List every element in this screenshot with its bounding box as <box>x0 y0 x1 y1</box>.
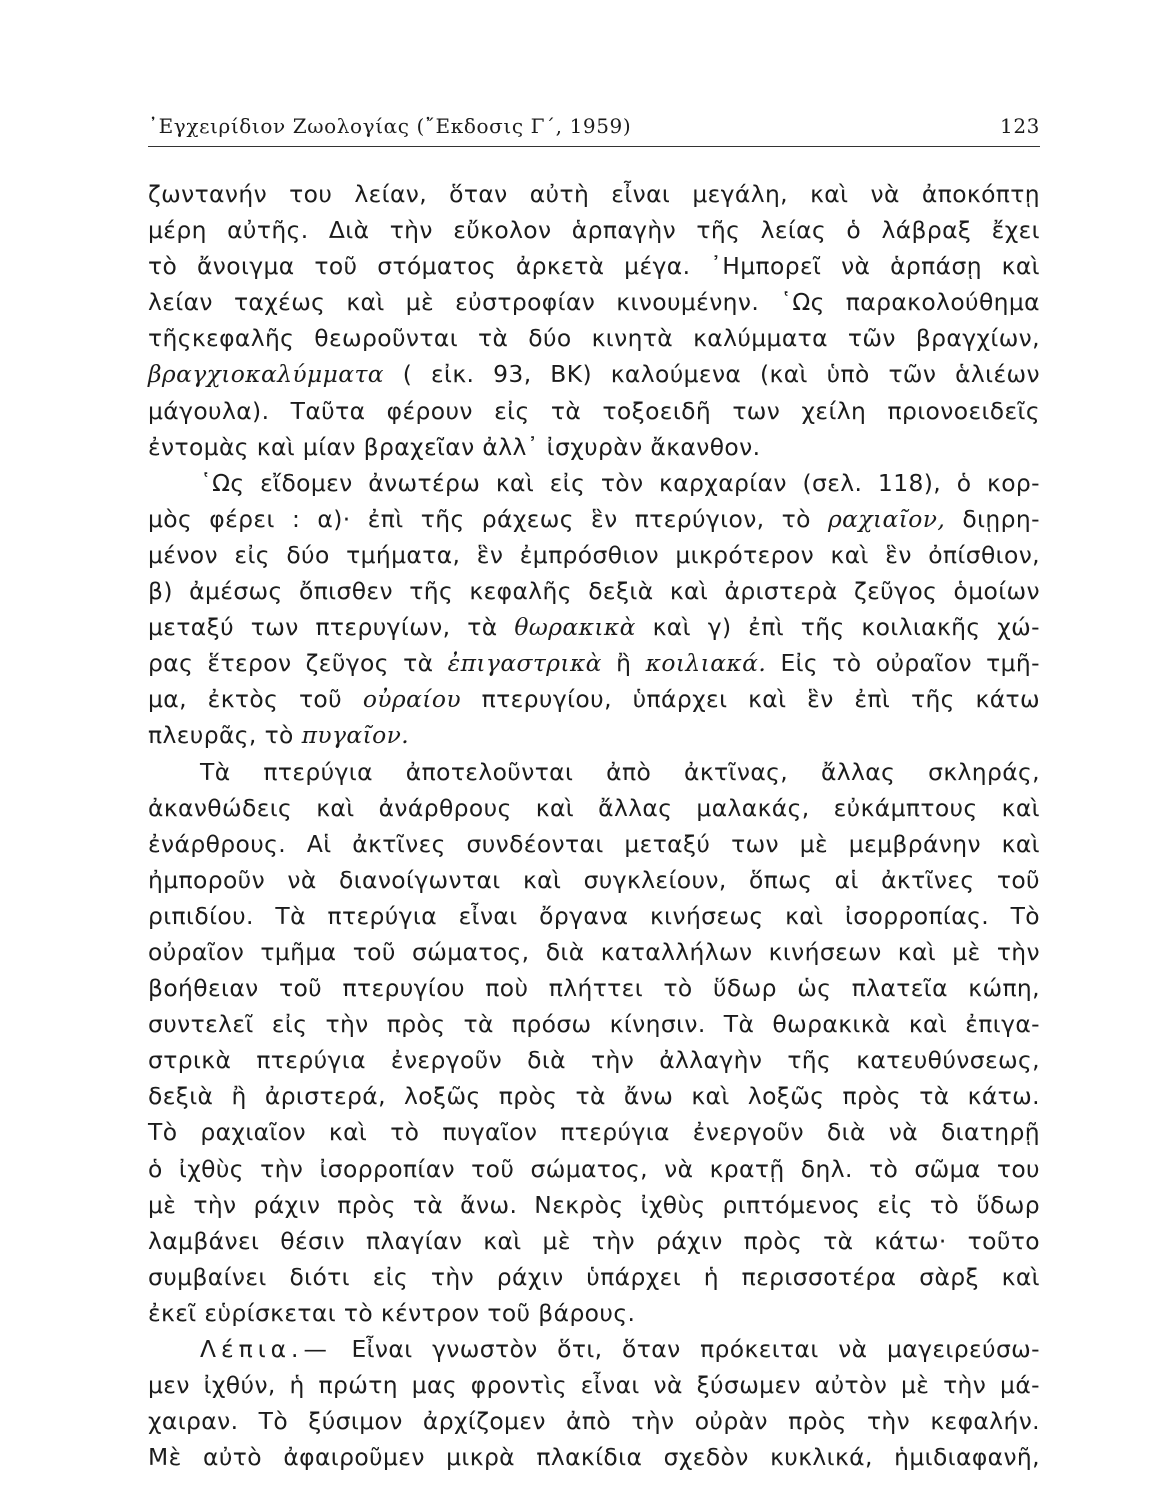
page-number: 123 <box>1000 114 1040 138</box>
body-text <box>148 176 1040 1475</box>
text-span: ρας ἕτερον ζεῦγος τὰ <box>148 649 434 678</box>
text-span: ( εἰκ. 93, ΒΚ) καλούμενα (καὶ ὑπὸ τῶν ἁλιέων <box>402 360 1040 389</box>
text-line: βοήθειαν τοῦ πτερυγίου ποὺ πλήττει τὸ ὕδωρ ὡς πλατεῖα κώπη, <box>148 974 1040 1003</box>
section-heading: Λέπια.— <box>200 1335 332 1363</box>
header-title: ᾿Εγχειρίδιον Ζωολογίας (῎Εκδοσις Γ΄, 1959) <box>148 114 632 138</box>
text-line: ζωντανήν του λείαν, ὅταν αὐτὴ εἶναι μεγάλη, καὶ νὰ ἀποκόπτῃ <box>148 180 1040 208</box>
text-line: ἀκανθώδεις καὶ ἀνάρθρους καὶ ἄλλας μαλακάς, εὐκάμπτους καὶ <box>148 793 1040 822</box>
text-span: διῃρη- <box>962 504 1040 533</box>
header-rule <box>148 146 1040 147</box>
text-line: λαμβάνει θέσιν πλαγίαν καὶ μὲ τὴν ράχιν πρὸς τὰ κάτω· τοῦτο <box>148 1226 1040 1255</box>
italic-term: ἐπιγαστρικὰ <box>447 649 602 678</box>
text-line: ἐνάρθρους. Αἱ ἀκτῖνες συνδέονται μεταξύ των μὲ μεμβράνην καὶ <box>148 829 1040 858</box>
text-line: τῆςκεφαλῆς θεωροῦνται τὰ δύο κινητὰ καλύμματα τῶν βραγχίων, <box>148 324 1040 353</box>
paragraph-1 <box>148 176 1040 465</box>
text-line <box>148 681 1040 717</box>
italic-term: θωρακικὰ <box>514 613 636 642</box>
text-line <box>148 501 1040 537</box>
text-line: μέρη αὐτῆς. Διὰ τὴν εὔκολον ἁρπαγὴν τῆς λείας ὁ λάβραξ ἔχει <box>148 216 1040 245</box>
text-line <box>148 609 1040 645</box>
text-span: μεταξύ των πτερυγίων, τὰ <box>148 613 498 642</box>
paragraph-4 <box>148 1331 1040 1475</box>
text-line: β) ἀμέσως ὄπισθεν τῆς κεφαλῆς δεξιὰ καὶ ἀριστερὰ ζεῦγος ὁμοίων <box>148 577 1040 606</box>
text-line: ἠμποροῦν νὰ διανοίγωνται καὶ συγκλείουν, ὅπως αἱ ἀκτῖνες τοῦ <box>148 865 1040 894</box>
text-line <box>148 717 1040 753</box>
text-line <box>148 645 1040 681</box>
text-line: ριπιδίου. Τὰ πτερύγια εἶναι ὄργανα κινήσεως καὶ ἰσορροπίας. Τὸ <box>148 901 1040 930</box>
text-span: πτερυγίου, ὑπάρχει καὶ ἓν ἐπὶ τῆς κάτω <box>481 685 1040 714</box>
running-header <box>148 114 1040 144</box>
text-span: ἢ <box>616 649 632 678</box>
text-span: καὶ γ) ἐπὶ τῆς κοιλιακῆς χώ- <box>652 613 1041 642</box>
text-line: Τὸ ραχιαῖον καὶ τὸ πυγαῖον πτερύγια ἐνεργοῦν διὰ νὰ διατηρῇ <box>148 1118 1040 1147</box>
paragraph-2 <box>148 465 1040 754</box>
text-line <box>148 1331 1040 1367</box>
text-span: Εἶναι γνωστὸν ὅτι, ὅταν πρόκειται νὰ μαγειρεύσω- <box>351 1335 1040 1363</box>
italic-term: ραχιαῖον, <box>828 504 946 533</box>
text-line: μεν ἰχθύν, ἡ πρώτη μας φροντὶς εἶναι νὰ ξύσωμεν αὐτὸν μὲ τὴν μά- <box>148 1371 1040 1400</box>
text-line: δεξιὰ ἢ ἀριστερά, λοξῶς πρὸς τὰ ἄνω καὶ λοξῶς πρὸς τὰ κάτω. <box>148 1082 1040 1111</box>
text-span: πλευρᾶς, τὸ <box>148 721 294 750</box>
text-line: λείαν ταχέως καὶ μὲ εὐστροφίαν κινουμένην. ῾Ως παρακολούθημα <box>148 288 1040 317</box>
text-line: Μὲ αὐτὸ ἀφαιροῦμεν μικρὰ πλακίδια σχεδὸν κυκλικά, ἡμιδιαφανῆ, <box>148 1443 1040 1472</box>
text-span: μὸς φέρει : α)· ἐπὶ τῆς ράχεως ἓν πτερύγιον, τὸ <box>148 504 811 533</box>
text-line: τὸ ἄνοιγμα τοῦ στόματος ἀρκετὰ μέγα. ᾿Ημπορεῖ νὰ ἁρπάσῃ καὶ <box>148 252 1040 281</box>
italic-term: οὐραίου <box>362 685 461 714</box>
text-line: ἐντομὰς καὶ μίαν βραχεῖαν ἀλλ᾿ ἰσχυρὰν ἄκανθον. <box>148 432 761 461</box>
text-line: οὐραῖον τμῆμα τοῦ σώματος, διὰ καταλλήλων κινήσεων καὶ μὲ τὴν <box>148 937 1040 966</box>
text-line: μὲ τὴν ράχιν πρὸς τὰ ἄνω. Νεκρὸς ἰχθὺς ριπτόμενος εἰς τὸ ὕδωρ <box>148 1190 1040 1219</box>
text-line: συντελεῖ εἰς τὴν πρὸς τὰ πρόσω κίνησιν. Τὰ θωρακικὰ καὶ ἐπιγα- <box>148 1010 1040 1039</box>
italic-term: κοιλιακά. <box>645 649 767 678</box>
text-line: στρικὰ πτερύγια ἐνεργοῦν διὰ τὴν ἀλλαγὴν τῆς κατευθύνσεως, <box>148 1046 1040 1075</box>
text-line: χαιραν. Τὸ ξύσιμον ἀρχίζομεν ἀπὸ τὴν οὐρὰν πρὸς τὴν κεφαλήν. <box>148 1407 1040 1436</box>
text-line: ἐκεῖ εὑρίσκεται τὸ κέντρον τοῦ βάρους. <box>148 1298 636 1327</box>
paragraph-3 <box>148 754 1040 1332</box>
text-span: Εἰς τὸ οὐραῖον τμῆ- <box>780 649 1040 678</box>
italic-term: βραγχιοκαλύμματα <box>148 360 384 389</box>
text-line: συμβαίνει διότι εἰς τὴν ράχιν ὑπάρχει ἡ περισσοτέρα σὰρξ καὶ <box>148 1262 1040 1291</box>
italic-term: πυγαῖον. <box>301 721 410 750</box>
text-line: μάγουλα). Ταῦτα φέρουν εἰς τὰ τοξοειδῆ των χείλη πριονοειδεῖς <box>148 396 1040 425</box>
text-line <box>148 356 1040 392</box>
text-line: ῾Ως εἴδομεν ἀνωτέρω καὶ εἰς τὸν καρχαρίαν (σελ. 118), ὁ κορ- <box>200 468 1040 497</box>
text-line: μένον εἰς δύο τμήματα, ἓν ἐμπρόσθιον μικρότερον καὶ ἓν ὀπίσθιον, <box>148 540 1040 569</box>
text-line: Τὰ πτερύγια ἀποτελοῦνται ἀπὸ ἀκτῖνας, ἄλλας σκληράς, <box>200 757 1040 786</box>
text-span: μα, ἐκτὸς τοῦ <box>148 685 343 714</box>
text-line: ὁ ἰχθὺς τὴν ἰσορροπίαν τοῦ σώματος, νὰ κρατῇ δηλ. τὸ σῶμα του <box>148 1154 1040 1183</box>
